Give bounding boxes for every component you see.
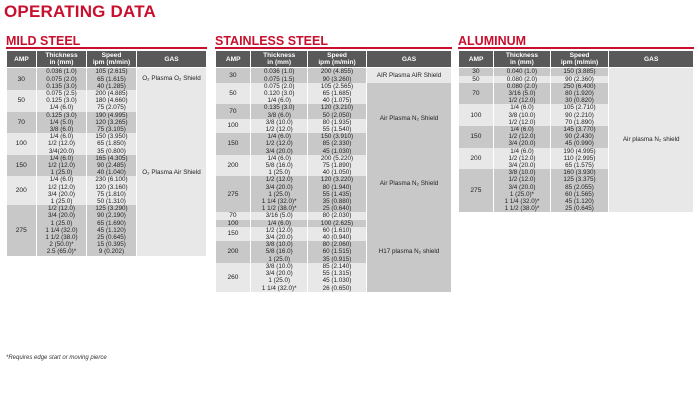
speed-cell: 90 (3.260) xyxy=(308,76,367,83)
speed-cell: 9 (0.202) xyxy=(87,248,137,255)
speed-cell: 40 (0.940) xyxy=(308,234,367,241)
thickness-cell: 1 (25.0) xyxy=(251,169,308,176)
speed-cell: 65 (1.685) xyxy=(308,90,367,97)
speed-cell: 45 (1.120) xyxy=(550,198,609,205)
amp-cell: 100 xyxy=(7,133,37,155)
speed-cell: 230 (6.100) xyxy=(87,176,137,183)
thickness-cell: 3/8 (6.0) xyxy=(251,112,308,119)
amp-cell: 150 xyxy=(216,227,251,241)
speed-header xyxy=(87,51,137,68)
speed-cell: 75 (1.890) xyxy=(308,162,367,169)
amp-cell: 150 xyxy=(7,155,37,177)
speed-cell: 200 (5.220) xyxy=(308,155,367,162)
thickness-cell: 1/4 (6.0) xyxy=(251,133,308,140)
header-row xyxy=(7,51,207,68)
thickness-cell: 3/8 (10.0) xyxy=(251,241,308,248)
thickness-cell: 0.080 (2.0) xyxy=(494,83,550,90)
thickness-cell: 0.125 (3.0) xyxy=(37,97,87,104)
speed-header-label: Speed xyxy=(101,52,122,59)
thickness-cell: 1 (25.0) xyxy=(37,198,87,205)
speed-cell: 50 (2.050) xyxy=(308,112,367,119)
thickness-cell: 1 1/4 (32.0)* xyxy=(494,198,550,205)
speed-cell: 105 (2.615) xyxy=(87,68,137,76)
thickness-cell: 1/4 (6.0) xyxy=(494,126,550,133)
thickness-cell: 1/2 (12.0) xyxy=(251,176,308,183)
thickness-header-label: Thickness xyxy=(263,52,296,59)
speed-cell: 60 (1.515) xyxy=(308,248,367,255)
amp-cell: 200 xyxy=(459,148,494,170)
speed-cell: 80 (1.935) xyxy=(308,119,367,126)
thickness-header-label: Thickness xyxy=(45,52,78,59)
speed-cell: 110 (2.995) xyxy=(550,155,609,162)
amp-cell: 70 xyxy=(216,212,251,219)
amp-header: AMP xyxy=(459,51,494,68)
table-row xyxy=(7,90,207,97)
amp-cell: 100 xyxy=(216,119,251,133)
thickness-cell: 1/4 (6.0) xyxy=(494,104,550,111)
thickness-cell: 1/4 (5.0) xyxy=(37,119,87,126)
speed-cell: 190 (4.995) xyxy=(87,112,137,119)
operating-data-table xyxy=(458,50,694,212)
speed-header-unit: ipm (m/min) xyxy=(560,59,599,67)
speed-cell: 90 (2.190) xyxy=(87,212,137,219)
amp-cell: 275 xyxy=(216,176,251,212)
thickness-cell: 1/2 (12.0) xyxy=(37,184,87,191)
amp-header: AMP xyxy=(7,51,37,68)
gas-cell: O₂ Plasma Air Shield xyxy=(137,90,207,256)
speed-header-label: Speed xyxy=(569,52,590,59)
gas-cell: Air Plasma N₂ Shield xyxy=(367,155,452,213)
amp-cell: 100 xyxy=(216,220,251,227)
gas-header: GAS xyxy=(137,51,207,68)
speed-cell: 150 (3.950) xyxy=(87,133,137,140)
thickness-cell: 2 (50.0)* xyxy=(37,241,87,248)
speed-cell: 80 (2.030) xyxy=(308,212,367,219)
thickness-cell: 1 1/4 (32.0)* xyxy=(251,285,308,292)
speed-cell: 65 (1.850) xyxy=(87,140,137,147)
speed-cell: 125 (3.375) xyxy=(550,176,609,183)
speed-cell: 40 (1.040) xyxy=(87,169,137,176)
speed-cell: 45 (1.120) xyxy=(87,227,137,234)
speed-cell: 85 (2.055) xyxy=(550,184,609,191)
speed-cell: 200 (4.855) xyxy=(308,68,367,76)
thickness-cell: 0.120 (3.0) xyxy=(251,90,308,97)
thickness-cell: 0.080 (2.0) xyxy=(494,76,550,83)
thickness-cell: 3/4 (20.0) xyxy=(37,191,87,198)
thickness-cell: 1/4 (6.0) xyxy=(251,97,308,104)
thickness-cell: 1 1/2 (38.0)* xyxy=(494,205,550,212)
amp-cell: 50 xyxy=(459,76,494,83)
thickness-cell: 1 (25.0)* xyxy=(494,191,550,198)
speed-cell: 85 (2.330) xyxy=(308,140,367,147)
speed-cell: 35 (0.915) xyxy=(308,256,367,263)
speed-cell: 70 (1.890) xyxy=(550,119,609,126)
speed-cell: 55 (1.315) xyxy=(308,270,367,277)
thickness-cell: 3/8 (10.0) xyxy=(494,169,550,176)
thickness-cell: 0.125 (3.0) xyxy=(37,112,87,119)
speed-cell: 35 (0.880) xyxy=(308,198,367,205)
header-row xyxy=(216,51,452,68)
thickness-cell: 1/2 (12.0) xyxy=(37,162,87,169)
speed-header-label: Speed xyxy=(327,52,347,59)
speed-cell: 15 (0.395) xyxy=(87,241,137,248)
speed-cell: 65 (1.615) xyxy=(87,76,137,83)
amp-cell: 150 xyxy=(216,133,251,155)
thickness-cell: 1/2 (12.0) xyxy=(494,119,550,126)
thickness-cell: 0.075 (1.5) xyxy=(251,76,308,83)
thickness-cell: 1 1/2 (38.0) xyxy=(37,234,87,241)
stainless-steel-section xyxy=(215,34,452,292)
thickness-cell: 3/4 (20.0) xyxy=(251,234,308,241)
speed-cell: 75 (1.810) xyxy=(87,191,137,198)
thickness-cell: 3/4 (20.0) xyxy=(251,184,308,191)
speed-header-unit: ipm (m/min) xyxy=(92,59,131,67)
thickness-cell: 1/4 (6.0) xyxy=(37,155,87,162)
speed-cell: 45 (0.990) xyxy=(550,140,609,147)
thickness-cell: 0.040 (1.0) xyxy=(494,68,550,76)
speed-cell: 90 (2.430) xyxy=(550,133,609,140)
speed-cell: 35 (0.800) xyxy=(87,148,137,155)
thickness-cell: 1/4 (6.0) xyxy=(251,220,308,227)
speed-cell: 26 (0.650) xyxy=(308,285,367,292)
thickness-cell: 1/2 (12.0) xyxy=(494,97,550,104)
speed-cell: 120 (3.265) xyxy=(87,119,137,126)
speed-cell: 120 (3.220) xyxy=(308,176,367,183)
speed-cell: 90 (2.210) xyxy=(550,112,609,119)
thickness-cell: 0.075 (2.0) xyxy=(251,83,308,90)
speed-cell: 40 (1.285) xyxy=(87,83,137,90)
thickness-header-label: Thickness xyxy=(505,52,539,59)
speed-cell: 180 (4.660) xyxy=(87,97,137,104)
thickness-cell: 1/4 (6.0) xyxy=(494,148,550,155)
aluminum-section xyxy=(458,34,694,212)
header-row xyxy=(459,51,694,68)
speed-cell: 80 (1.940) xyxy=(308,184,367,191)
thickness-cell: 1/2 (12.0) xyxy=(494,133,550,140)
speed-cell: 150 (3.885) xyxy=(550,68,609,76)
speed-cell: 45 (1.030) xyxy=(308,148,367,155)
thickness-cell: 5/8 (16.0) xyxy=(251,162,308,169)
speed-cell: 60 (1.565) xyxy=(550,191,609,198)
thickness-cell: 1/2 (12.0) xyxy=(37,205,87,212)
thickness-cell: 1 (25.0) xyxy=(251,256,308,263)
amp-cell: 200 xyxy=(216,155,251,177)
speed-cell: 55 (1.435) xyxy=(308,191,367,198)
table-row xyxy=(216,83,452,90)
thickness-cell: 3/16 (5.0) xyxy=(494,90,550,97)
thickness-cell: 3/4 (20.0) xyxy=(494,140,550,147)
speed-header xyxy=(550,51,609,68)
speed-cell: 85 (2.140) xyxy=(308,263,367,270)
amp-header: AMP xyxy=(216,51,251,68)
speed-cell: 125 (3.290) xyxy=(87,205,137,212)
speed-cell: 50 (1.310) xyxy=(87,198,137,205)
amp-cell: 260 xyxy=(216,263,251,292)
thickness-cell: 3/8 (10.0) xyxy=(251,119,308,126)
speed-cell: 75 (3.105) xyxy=(87,126,137,133)
speed-header xyxy=(308,51,367,68)
amp-cell: 70 xyxy=(7,112,37,134)
thickness-cell: 3/8 (6.0) xyxy=(37,126,87,133)
amp-cell: 150 xyxy=(459,126,494,148)
gas-cell: H17 plasma N₂ shield xyxy=(367,212,452,291)
thickness-cell: 1 (25.0) xyxy=(37,169,87,176)
amp-cell: 275 xyxy=(7,205,37,255)
speed-cell: 105 (2.565) xyxy=(308,83,367,90)
speed-cell: 30 (0.820) xyxy=(550,97,609,104)
thickness-cell: 1/2 (12.0) xyxy=(251,140,308,147)
speed-cell: 105 (2.710) xyxy=(550,104,609,111)
table-row xyxy=(216,155,452,162)
thickness-cell: 3/16 (5.0) xyxy=(251,212,308,219)
thickness-cell: 1/4 (6.0) xyxy=(37,133,87,140)
speed-cell: 250 (6.400) xyxy=(550,83,609,90)
speed-cell: 45 (1.030) xyxy=(308,277,367,284)
gas-cell: AIR Plasma AIR Shield xyxy=(367,68,452,83)
thickness-cell: 1/2 (12.0) xyxy=(494,176,550,183)
speed-cell: 65 (1.575) xyxy=(550,162,609,169)
gas-header: GAS xyxy=(609,51,694,68)
speed-cell: 120 (3.160) xyxy=(87,184,137,191)
amp-cell: 50 xyxy=(216,83,251,105)
amp-cell: 275 xyxy=(459,169,494,212)
operating-data-table xyxy=(215,50,452,292)
speed-header-unit: ipm (m/min) xyxy=(318,59,356,67)
thickness-cell: 2.5 (65.0)* xyxy=(37,248,87,255)
thickness-cell: 1/4 (6.0) xyxy=(37,176,87,183)
speed-cell: 90 (2.360) xyxy=(550,76,609,83)
speed-cell: 100 (2.625) xyxy=(308,220,367,227)
operating-data-table xyxy=(6,50,207,256)
table-row xyxy=(216,68,452,76)
speed-cell: 150 (3.910) xyxy=(308,133,367,140)
amp-cell: 100 xyxy=(459,104,494,126)
thickness-cell: 1 1/4 (32.0) xyxy=(37,227,87,234)
speed-cell: 190 (4.995) xyxy=(550,148,609,155)
thickness-header xyxy=(494,51,550,68)
thickness-cell: 1/2 (12.0) xyxy=(251,126,308,133)
thickness-cell: 3/4 (20.0) xyxy=(37,212,87,219)
speed-cell: 60 (1.610) xyxy=(308,227,367,234)
thickness-cell: 1/4 (6.0) xyxy=(37,104,87,111)
gas-cell: Air plasma N₂ shield xyxy=(609,68,694,213)
amp-cell: 30 xyxy=(7,68,37,90)
thickness-cell: 3/4(20.0) xyxy=(37,148,87,155)
speed-cell: 145 (3.770) xyxy=(550,126,609,133)
speed-cell: 40 (1.075) xyxy=(308,97,367,104)
speed-cell: 55 (1.540) xyxy=(308,126,367,133)
thickness-cell: 3/4 (20.0) xyxy=(251,270,308,277)
thickness-cell: 3/4 (20.0) xyxy=(251,148,308,155)
amp-cell: 30 xyxy=(459,68,494,76)
thickness-cell: 0.135 (3.0) xyxy=(37,83,87,90)
thickness-cell: 0.036 (1.0) xyxy=(37,68,87,76)
thickness-cell: 1/2 (12.0) xyxy=(251,227,308,234)
thickness-cell: 1 1/2 (38.0)* xyxy=(251,205,308,212)
gas-cell: O₂ Plasma O₂ Shield xyxy=(137,68,207,90)
thickness-cell: 0.135 (3.0) xyxy=(251,104,308,111)
thickness-cell: 1 (25.0) xyxy=(251,191,308,198)
thickness-header-unit: in (mm) xyxy=(510,59,534,67)
table-row xyxy=(216,212,452,219)
thickness-cell: 3/8 (10.0) xyxy=(251,263,308,270)
table-row xyxy=(459,68,694,76)
table-row xyxy=(7,68,207,76)
thickness-cell: 1 (25.0) xyxy=(37,220,87,227)
speed-cell: 90 (2.485) xyxy=(87,162,137,169)
thickness-cell: 3/4 (20.0) xyxy=(494,162,550,169)
gas-header: GAS xyxy=(367,51,452,68)
speed-cell: 160 (3.930) xyxy=(550,169,609,176)
speed-cell: 200 (4.885) xyxy=(87,90,137,97)
thickness-header-unit: in (mm) xyxy=(49,59,74,67)
thickness-cell: 1/2 (12.0) xyxy=(494,155,550,162)
page-title: OPERATING DATA xyxy=(4,2,157,21)
speed-cell: 25 (0.640) xyxy=(308,205,367,212)
speed-cell: 40 (1.050) xyxy=(308,169,367,176)
section-title: ALUMINUM xyxy=(458,34,694,49)
section-title: MILD STEEL xyxy=(6,34,207,49)
thickness-header-unit: in (mm) xyxy=(267,59,292,67)
thickness-cell: 1/4 (6.0) xyxy=(251,155,308,162)
thickness-cell: 0.075 (2.5) xyxy=(37,90,87,97)
footnote: *Requires edge start or moving pierce xyxy=(6,355,107,361)
amp-cell: 70 xyxy=(459,83,494,105)
amp-cell: 30 xyxy=(216,68,251,83)
thickness-cell: 1 (25.0) xyxy=(251,277,308,284)
thickness-cell: 3/8 (10.0) xyxy=(494,112,550,119)
speed-cell: 80 (1.920) xyxy=(550,90,609,97)
speed-cell: 80 (2.060) xyxy=(308,241,367,248)
thickness-cell: 0.036 (1.0) xyxy=(251,68,308,76)
thickness-cell: 1 1/4 (32.0)* xyxy=(251,198,308,205)
speed-cell: 25 (0.645) xyxy=(87,234,137,241)
speed-cell: 120 (3.210) xyxy=(308,104,367,111)
mild-steel-section xyxy=(6,34,207,256)
speed-cell: 65 (1.690) xyxy=(87,220,137,227)
amp-cell: 70 xyxy=(216,104,251,118)
thickness-header xyxy=(251,51,308,68)
thickness-cell: 5/8 (16.0) xyxy=(251,248,308,255)
amp-cell: 200 xyxy=(216,241,251,263)
speed-cell: 165 (4.305) xyxy=(87,155,137,162)
thickness-cell: 1/2 (12.0) xyxy=(37,140,87,147)
thickness-cell: 3/4 (20.0) xyxy=(494,184,550,191)
speed-cell: 25 (0.645) xyxy=(550,205,609,212)
section-title: STAINLESS STEEL xyxy=(215,34,452,49)
thickness-cell: 0.075 (2.0) xyxy=(37,76,87,83)
amp-cell: 200 xyxy=(7,176,37,205)
speed-cell: 75 (2.075) xyxy=(87,104,137,111)
thickness-header xyxy=(37,51,87,68)
amp-cell: 50 xyxy=(7,90,37,112)
gas-cell: Air Plasma N₂ Shield xyxy=(367,83,452,155)
